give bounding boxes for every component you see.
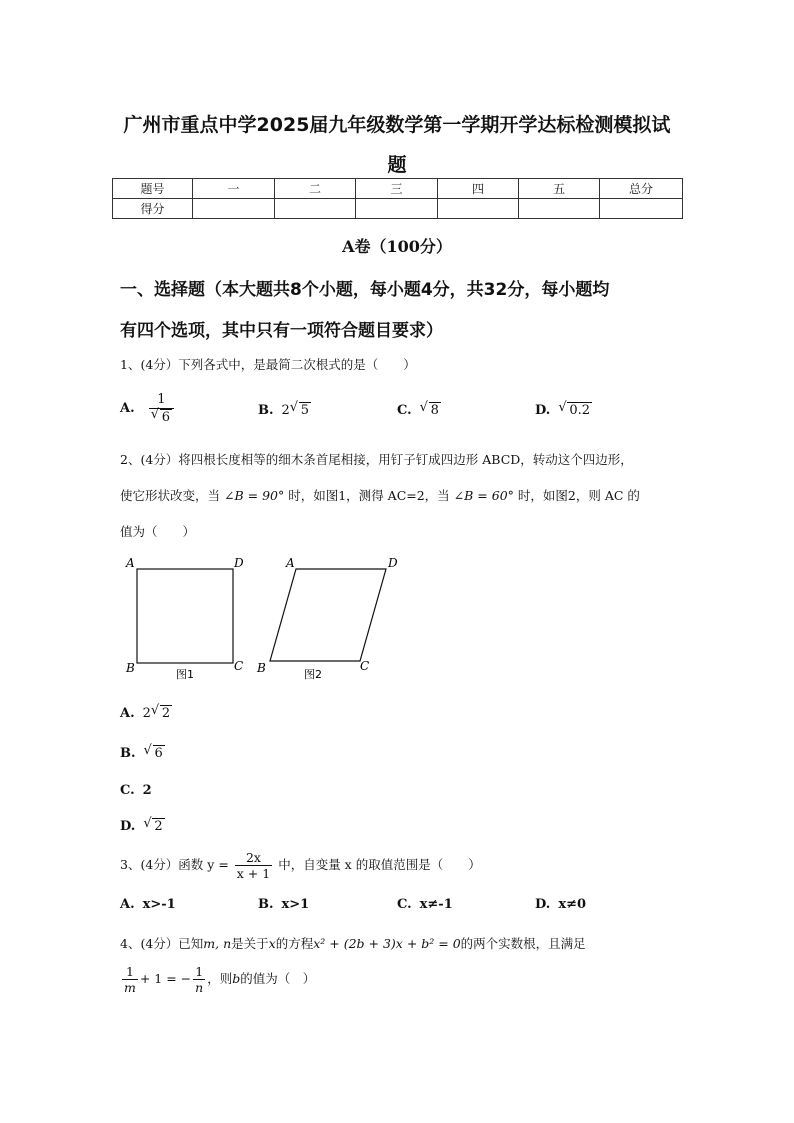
q1-stem: 1、(4分）下列各式中，是最简二次根式的是（ ）: [120, 357, 416, 372]
q4-equation: x² + (2b + 3)x + b² = 0: [313, 936, 461, 951]
fig1-label-a: A: [126, 556, 135, 570]
q2-figures: [120, 552, 420, 687]
table-cell: [519, 199, 600, 219]
angle-b-90: ∠B = 90°: [224, 488, 285, 503]
page-title-line1: 广州市重点中学2025届九年级数学第一学期开学达标检测模拟试: [123, 114, 671, 136]
option-label: A.: [120, 706, 135, 721]
q3-function-lhs: y =: [207, 857, 229, 872]
q3-post: 中，自变量 x 的取值范围是（ ）: [278, 857, 481, 872]
q4-pre: 4、(4分）已知: [120, 936, 204, 951]
radicand: 2: [154, 819, 163, 834]
fig1-label-d: D: [234, 556, 244, 570]
q2-line2-text-c: 时，如图2，则 AC 的: [517, 488, 640, 503]
radicand: 0.2: [569, 403, 591, 418]
option-value: x≠-1: [419, 897, 453, 912]
option-label: D.: [120, 819, 136, 834]
q4-mid: 是关于: [231, 936, 269, 951]
sqrt: [143, 818, 164, 834]
q2-line1: 2、(4分）将四根长度相等的细木条首尾相接，用钉子钉成四边形 ABCD，转动这个四边形，: [120, 452, 633, 467]
q2-line2-text-b: 时，如图1，测得 AC=2，当: [288, 488, 450, 503]
q1-option-c: [397, 402, 441, 418]
square-abcd: [137, 569, 233, 663]
table-cell: 四: [438, 179, 519, 199]
fraction: [122, 964, 138, 995]
radicand: 6: [161, 409, 171, 425]
sqrt: [420, 402, 441, 418]
q4-tail-a: ，则: [207, 971, 233, 986]
q4-post: 的两个实数根，且满足: [460, 936, 586, 951]
sqrt: [151, 705, 172, 721]
option-label: D.: [535, 897, 551, 912]
fig2-label-a: A: [286, 556, 295, 570]
fraction-numerator: 1: [149, 392, 174, 409]
part1-heading-line2: 有四个选项，其中只有一项符合题目要求）: [120, 321, 443, 341]
option-value: 2: [142, 783, 152, 798]
radical-sign-icon: √: [558, 400, 567, 415]
table-cell: 五: [519, 179, 600, 199]
option-label: B.: [120, 746, 136, 761]
q4-mid2: 的方程: [275, 936, 314, 951]
table-cell: 总分: [600, 179, 683, 199]
table-cell: 二: [275, 179, 356, 199]
radicand: 5: [300, 403, 310, 418]
score-table-header-row: [113, 179, 683, 199]
fraction-denominator: x + 1: [236, 866, 271, 881]
q3-option-a: [120, 897, 184, 912]
radicand: 6: [154, 746, 163, 761]
score-table: [112, 178, 683, 219]
coefficient: 2: [281, 403, 290, 418]
fraction: [235, 850, 272, 881]
q4-plus-one: + 1 = −: [139, 971, 192, 986]
q4-b: b: [232, 971, 241, 986]
table-cell: [275, 199, 356, 219]
radical-sign-icon: √: [419, 400, 428, 415]
angle-b-60: ∠B = 60°: [453, 488, 514, 503]
sqrt: [150, 406, 172, 426]
fraction: [193, 964, 205, 995]
radical-sign-icon: √: [143, 743, 152, 758]
table-cell: [356, 199, 438, 219]
q2-option-b: [120, 745, 165, 761]
radicand: 8: [430, 403, 439, 418]
q4-x: x: [268, 936, 276, 951]
table-cell: 得分: [113, 199, 193, 219]
fig2-label-c: C: [360, 659, 370, 673]
q3-option-d: [535, 897, 594, 912]
fraction-numerator: 1: [193, 964, 205, 980]
rhombus-abcd: [270, 569, 386, 661]
q3-option-c: [397, 897, 461, 912]
option-label: C.: [397, 897, 412, 912]
radical-sign-icon: √: [150, 406, 160, 422]
q2-option-a: [120, 705, 172, 721]
radical-sign-icon: √: [150, 703, 160, 718]
fig1-label-c: C: [234, 659, 244, 673]
coefficient: 2: [142, 706, 151, 721]
fraction-denominator: n: [195, 980, 204, 995]
q2-option-d: [120, 818, 165, 834]
q2-option-c: [120, 783, 160, 798]
option-value: x≠0: [558, 897, 587, 912]
fig2-label-b: B: [257, 661, 266, 675]
fraction-numerator: 2x: [235, 850, 272, 866]
option-value: x>-1: [142, 897, 176, 912]
sqrt: [558, 402, 592, 418]
option-label: B.: [258, 403, 274, 418]
fig1-label-b: B: [126, 661, 135, 675]
q3-option-b: [258, 897, 317, 912]
q4-line1: [120, 934, 586, 952]
option-label: B.: [258, 897, 274, 912]
table-cell: 一: [193, 179, 275, 199]
fig2-label-d: D: [388, 556, 398, 570]
page-title-line2: 题: [387, 154, 407, 176]
fraction-denominator: [149, 406, 174, 426]
option-label: D.: [535, 403, 551, 418]
table-cell: [193, 199, 275, 219]
sqrt: [144, 745, 165, 761]
q1-option-a: [120, 392, 176, 425]
option-label: C.: [397, 403, 412, 418]
table-cell: 三: [356, 179, 438, 199]
option-label: A.: [120, 897, 135, 912]
q4-tail-b: 的值为（ ）: [240, 971, 316, 986]
score-table-score-row: [113, 199, 683, 219]
fraction: [149, 392, 174, 425]
option-label: C.: [120, 783, 135, 798]
q4-mn: m, n: [203, 936, 232, 951]
q1-option-d: [535, 402, 592, 418]
q4-line2: [120, 964, 315, 995]
q2-line2-text-a: 使它形状改变，当: [120, 488, 221, 503]
option-label: A.: [120, 401, 135, 417]
radicand: 2: [161, 706, 171, 721]
q2-line2: [120, 486, 640, 504]
sqrt: [290, 402, 311, 418]
table-cell: [600, 199, 683, 219]
q1-option-b: [258, 402, 311, 418]
radical-sign-icon: √: [289, 400, 299, 415]
fig1-caption: 图1: [176, 668, 194, 681]
table-cell: 题号: [113, 179, 193, 199]
fig2-caption: 图2: [304, 668, 322, 681]
q3-pre: 3、(4分）函数: [120, 857, 204, 872]
radical-sign-icon: √: [143, 816, 152, 831]
part1-heading-line1: 一、选择题（本大题共8个小题，每小题4分，共32分，每小题均: [120, 280, 610, 300]
fraction-numerator: 1: [122, 964, 138, 980]
section-a-heading: A卷（100分）: [342, 237, 452, 256]
option-value: x>1: [281, 897, 310, 912]
fraction-denominator: m: [124, 980, 136, 995]
table-cell: [438, 199, 519, 219]
q3-stem: [120, 850, 481, 881]
q2-line3: 值为（ ）: [120, 524, 196, 539]
